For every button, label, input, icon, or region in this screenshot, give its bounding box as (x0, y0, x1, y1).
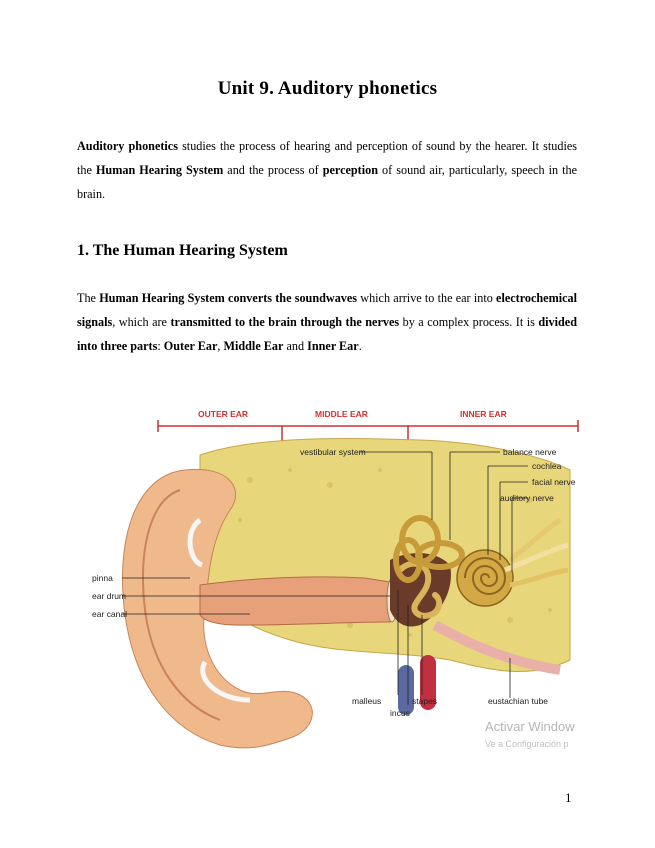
label-ear-canal: ear canal (92, 609, 127, 619)
label-outer-ear: OUTER EAR (198, 409, 249, 419)
cochlea-shape (457, 550, 513, 606)
section-bold: Outer Ear (163, 339, 218, 353)
section-text: by a complex process. It is (399, 315, 539, 329)
intro-text: of sound air, particularly, speech in the brain. (77, 163, 578, 201)
label-inner-ear: INNER EAR (460, 409, 507, 419)
label-middle-ear: MIDDLE EAR (315, 409, 368, 419)
section-bold: Middle Ear (223, 339, 284, 353)
label-ear-drum: ear drum (92, 591, 127, 601)
section-bold: divided into three parts (77, 315, 577, 353)
section-paragraph (77, 286, 577, 358)
section-text: . (358, 339, 362, 353)
section-bold: transmitted to the brain through the nerves (170, 315, 400, 329)
intro-text: studies the process of hearing and perception of sound by the hearer. It studies the (77, 139, 577, 177)
section-text: , (217, 339, 224, 353)
section-bold: Inner Ear (307, 339, 359, 353)
label-vestibular-system: vestibular system (300, 447, 366, 457)
ear-canal-shape (200, 577, 390, 625)
label-auditory-nerve: auditory nerve (500, 493, 554, 503)
label-facial-nerve: facial nerve (532, 477, 576, 487)
term-human-hearing-system: Human Hearing System (95, 163, 224, 177)
ear-anatomy-diagram (90, 400, 590, 760)
term-auditory-phonetics: Auditory phonetics (77, 139, 178, 153)
section-heading: 1. The Human Hearing System (77, 242, 288, 259)
term-perception: perception (322, 163, 378, 177)
section-text: and (283, 339, 308, 353)
watermark-activate: Activar Window (485, 719, 575, 734)
page-number: 1 (565, 790, 572, 805)
label-balance-nerve: balance nerve (503, 447, 557, 457)
section-text: , which are (112, 315, 171, 329)
label-incus: incus (390, 708, 410, 718)
label-pinna: pinna (92, 573, 113, 583)
intro-text: and the process of (223, 163, 323, 177)
section-text: : (157, 339, 164, 353)
section-text: which arrive to the ear into (357, 291, 497, 305)
intro-paragraph (77, 134, 577, 206)
label-stapes: stapes (412, 696, 438, 706)
label-cochlea: cochlea (532, 461, 562, 471)
label-eustachian-tube: eustachian tube (488, 696, 549, 706)
label-malleus: malleus (352, 696, 382, 706)
section-bold: electrochemical signals (77, 291, 578, 329)
watermark-settings: Ve a Configuración p (485, 739, 569, 749)
section-text: The (77, 291, 100, 305)
section-bold: Human Hearing System converts the soundwaves (99, 291, 358, 305)
page-title: Unit 9. Auditory phonetics (217, 78, 438, 99)
